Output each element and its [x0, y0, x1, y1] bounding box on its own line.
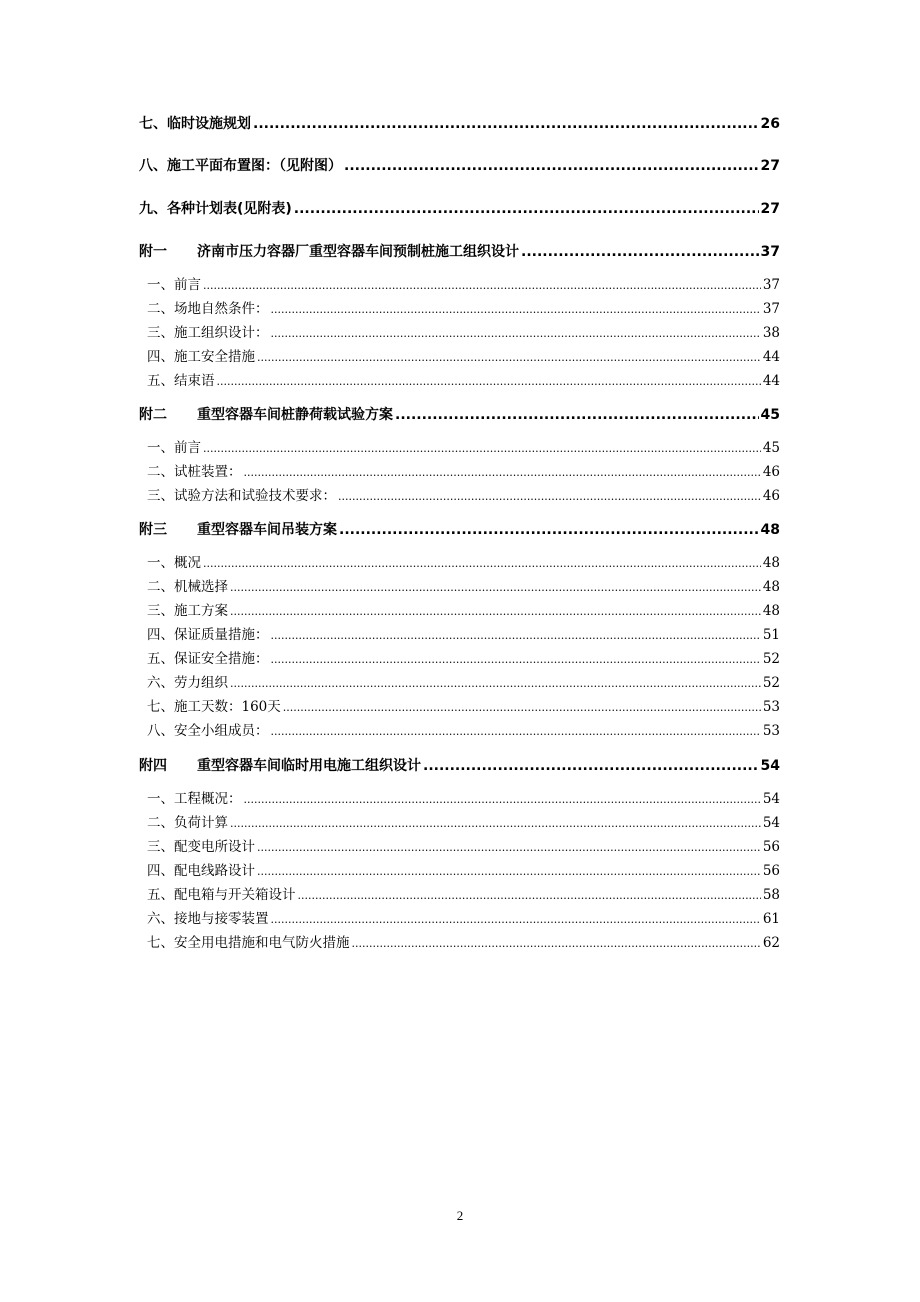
toc-entry-label: 一、工程概况： [147, 791, 242, 807]
dot-leader [253, 114, 759, 134]
toc-entry-page: 54 [760, 758, 780, 774]
dot-leader [244, 790, 761, 809]
toc-entry-label: 一、前言 [147, 277, 201, 293]
toc-entry-label: 三、配变电所设计 [147, 839, 255, 855]
dot-leader [257, 348, 761, 367]
toc-subentry[interactable] [139, 814, 780, 833]
toc-subentry[interactable] [139, 650, 780, 669]
appendix-title: 重型容器车间桩静荷载试验方案 [197, 407, 393, 423]
toc-subentry[interactable] [139, 348, 780, 367]
toc-subentry[interactable] [139, 698, 780, 717]
dot-leader [271, 300, 761, 319]
toc-entry-page: 48 [760, 522, 780, 538]
toc-subentry[interactable] [139, 276, 780, 295]
dot-leader [203, 554, 761, 573]
toc-subentry[interactable] [139, 886, 780, 905]
toc-entry-page: 38 [762, 325, 780, 341]
toc-subentry[interactable] [139, 722, 780, 741]
toc-entry-page: 45 [760, 407, 780, 423]
toc-entry-label: 七、施工天数：160天 [147, 699, 281, 715]
dot-leader [257, 838, 761, 857]
dot-leader [271, 324, 761, 343]
toc-entry-page: 52 [762, 675, 780, 691]
appendix-title: 重型容器车间临时用电施工组织设计 [197, 758, 421, 774]
dot-leader [352, 934, 761, 953]
toc-entry-label: 二、负荷计算 [147, 815, 228, 831]
dot-leader [339, 520, 759, 540]
dot-leader [244, 463, 761, 482]
toc-entry[interactable] [139, 156, 780, 176]
toc-entry-page: 27 [760, 158, 780, 174]
toc-subentry[interactable] [139, 934, 780, 953]
toc-subentry[interactable] [139, 602, 780, 621]
toc-entry-label: 九、各种计划表(见附表) [139, 201, 292, 217]
toc-entry-page: 44 [762, 373, 780, 389]
toc-subentry[interactable] [139, 300, 780, 319]
toc-entry-page: 53 [762, 699, 780, 715]
toc-entry-page: 37 [762, 301, 780, 317]
toc-entry[interactable] [139, 114, 780, 134]
toc-entry-page: 46 [762, 464, 780, 480]
dot-leader [344, 156, 759, 176]
toc-subentry[interactable] [139, 910, 780, 929]
toc-subentry[interactable] [139, 487, 780, 506]
dot-leader [395, 405, 759, 425]
dot-leader [283, 698, 761, 717]
toc-entry-label: 二、试桩装置： [147, 464, 242, 480]
toc-entry-label: 四、施工安全措施 [147, 349, 255, 365]
toc-entry-label: 四、保证质量措施： [147, 627, 269, 643]
toc-entry-page: 56 [762, 863, 780, 879]
toc-entry-label: 一、前言 [147, 440, 201, 456]
toc-entry-page: 48 [762, 555, 780, 571]
toc-appendix-entry[interactable] [139, 756, 780, 776]
toc-entry-label: 三、试验方法和试验技术要求： [147, 488, 336, 504]
toc-entry-label: 七、安全用电措施和电气防火措施 [147, 935, 350, 951]
toc-subentry[interactable] [139, 439, 780, 458]
toc-subentry[interactable] [139, 372, 780, 391]
toc-entry-page: 27 [760, 201, 780, 217]
dot-leader [230, 674, 761, 693]
toc-entry-page: 61 [762, 911, 780, 927]
toc-subentry[interactable] [139, 463, 780, 482]
toc-appendix-entry[interactable] [139, 242, 780, 262]
toc-entry-label: 二、机械选择 [147, 579, 228, 595]
dot-leader [338, 487, 761, 506]
toc-entry-page: 37 [760, 244, 780, 260]
toc-entry-page: 54 [762, 791, 780, 807]
toc-entry-label [139, 756, 421, 776]
toc-entry-label: 五、保证安全措施： [147, 651, 269, 667]
dot-leader [230, 814, 761, 833]
toc-entry-page: 53 [762, 723, 780, 739]
toc-entry-page: 56 [762, 839, 780, 855]
toc-subentry[interactable] [139, 324, 780, 343]
toc-entry-page: 37 [762, 277, 780, 293]
toc-subentry[interactable] [139, 578, 780, 597]
appendix-prefix: 附三 [139, 522, 167, 538]
toc-entry-page: 46 [762, 488, 780, 504]
toc-entry-label: 七、临时设施规划 [139, 116, 251, 132]
toc-entry-page: 54 [762, 815, 780, 831]
toc-appendix-entry[interactable] [139, 405, 780, 425]
dot-leader [271, 722, 761, 741]
toc-entry-label: 八、安全小组成员： [147, 723, 269, 739]
dot-leader [257, 862, 761, 881]
toc-entry-label: 三、施工方案 [147, 603, 228, 619]
toc-entry-label [139, 405, 393, 425]
dot-leader [217, 372, 761, 391]
dot-leader [423, 756, 759, 776]
dot-leader [203, 276, 761, 295]
appendix-title: 重型容器车间吊装方案 [197, 522, 337, 538]
appendix-title: 济南市压力容器厂重型容器车间预制桩施工组织设计 [197, 244, 519, 260]
toc-entry-page: 26 [760, 116, 780, 132]
page-number: 2 [456, 1208, 464, 1223]
dot-leader [294, 199, 759, 219]
appendix-prefix: 附一 [139, 244, 167, 260]
toc-subentry[interactable] [139, 862, 780, 881]
toc-entry-label: 五、结束语 [147, 373, 215, 389]
toc-entry[interactable] [139, 199, 780, 219]
dot-leader [521, 242, 759, 262]
toc-entry-label: 三、施工组织设计： [147, 325, 269, 341]
toc-entry-label: 六、接地与接零装置 [147, 911, 269, 927]
toc-entry-page: 45 [762, 440, 780, 456]
toc-entry-label: 五、配电箱与开关箱设计 [147, 887, 296, 903]
toc-subentry[interactable] [139, 674, 780, 693]
toc-appendix-entry[interactable] [139, 520, 780, 540]
toc-entry-label [139, 520, 337, 540]
toc-entry-page: 48 [762, 603, 780, 619]
dot-leader [271, 626, 761, 645]
toc-entry-page: 52 [762, 651, 780, 667]
toc-subentry[interactable] [139, 626, 780, 645]
dot-leader [271, 650, 761, 669]
toc-entry-label: 一、概况 [147, 555, 201, 571]
toc-entry-page: 51 [762, 627, 780, 643]
dot-leader [203, 439, 761, 458]
toc-entry-label: 四、配电线路设计 [147, 863, 255, 879]
toc-entry-label: 二、场地自然条件： [147, 301, 269, 317]
toc-entry-label: 八、施工平面布置图：（见附图） [139, 158, 342, 174]
toc-entry-label: 六、劳力组织 [147, 675, 228, 691]
toc-entry-page: 48 [762, 579, 780, 595]
toc-subentry[interactable] [139, 554, 780, 573]
toc-subentry[interactable] [139, 790, 780, 809]
dot-leader [298, 886, 761, 905]
toc-entry-page: 58 [762, 887, 780, 903]
dot-leader [230, 602, 761, 621]
toc-entry-label [139, 242, 519, 262]
toc-entry-page: 62 [762, 935, 780, 951]
appendix-prefix: 附四 [139, 758, 167, 774]
dot-leader [230, 578, 761, 597]
dot-leader [271, 910, 761, 929]
toc-subentry[interactable] [139, 838, 780, 857]
toc-entry-page: 44 [762, 349, 780, 365]
appendix-prefix: 附二 [139, 407, 167, 423]
